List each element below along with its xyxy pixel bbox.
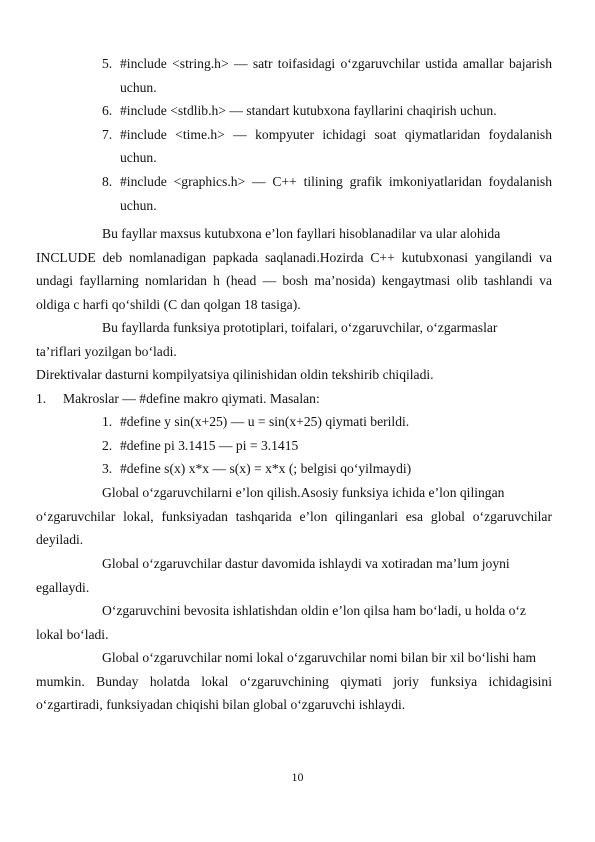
list-item-text: #include <graphics.h> — C++ tilining grafik imkoniyatlaridan foydalanish uchun. [120, 173, 552, 213]
list-item [102, 410, 552, 434]
macro-heading [36, 387, 552, 411]
define-list [102, 410, 552, 481]
page-number: 10 [291, 770, 304, 784]
list-item-number: 1. [36, 390, 47, 406]
paragraph-first-line: O‘zgaruvchini bevosita ishlatishdan oldin e’lon qilsa ham bo‘ladi, u holda o‘z [102, 603, 526, 618]
list-item-text: #include <string.h> — satr toifasidagi o‘zgaruvchilar ustida amallar bajarish uchun. [120, 56, 552, 95]
paragraph-body: ta’riflari yozilgan bo‘ladi. [36, 343, 177, 359]
list-item-number: 8. [102, 173, 113, 189]
list-item [102, 434, 552, 458]
list-item-text: Makroslar — #define makro qiymati. Masalan: [63, 390, 320, 406]
paragraph-body: mumkin. Bunday holatda lokal o‘zgaruvchining qiymati joriy funksiya ichidagisini o‘zgartiradi, funksiyadan chiqishi bilan global o‘zgaruvchi ishlaydi. [36, 673, 552, 713]
list-item-number: 5. [102, 56, 113, 71]
paragraph-body: o‘zgaruvchilar lokal, funksiyadan tashqarida e’lon qilinganlari esa global o‘zgaruvchilar deyiladi. [36, 508, 552, 548]
directive-line: Direktivalar dasturni kompilyatsiya qilinishidan oldin tekshirib chiqiladi. [36, 367, 434, 382]
list-item-number: 7. [102, 126, 113, 142]
list-item [102, 99, 552, 123]
list-item-text: #define s(x) x*x — s(x) = x*x (; belgisi qo‘yilmaydi) [120, 461, 412, 477]
list-item-text: #define pi 3.1415 — pi = 3.1415 [120, 437, 299, 453]
list-item-number: 1. [102, 414, 113, 430]
include-list [102, 52, 552, 217]
list-item-number: 2. [102, 437, 113, 453]
paragraph-first-line: Global o‘zgaruvchilar nomi lokal o‘zgaruvchilar nomi bilan bir xil bo‘lishi ham [102, 650, 537, 665]
list-item-text: #include <time.h> — kompyuter ichidagi soat qiymatlaridan foydalanish uchun. [120, 126, 552, 166]
list-item-number: 6. [102, 103, 113, 119]
paragraph-first-line: Global o‘zgaruvchilar dastur davomida ishlaydi va xotiradan ma’lum joyni [102, 556, 510, 571]
list-item-number: 3. [102, 461, 113, 477]
list-item [102, 170, 552, 217]
list-item [102, 52, 552, 99]
list-item [102, 123, 552, 170]
paragraph-first-line: Bu fayllarda funksiya prototiplari, toifalari, o‘zgaruvchilar, o‘zgarmaslar [102, 320, 498, 335]
list-item-text: #include <stdlib.h> — standart kutubxona fayllarini chaqirish uchun. [120, 103, 497, 119]
paragraph-first-line: Global o‘zgaruvchilarni e’lon qilish.Asosiy funksiya ichida e’lon qilingan [102, 485, 505, 500]
paragraph-body: lokal bo‘ladi. [36, 626, 109, 642]
paragraph-body: egallaydi. [36, 579, 90, 595]
list-item-text: #define y sin(x+25) — u = sin(x+25) qiymati berildi. [120, 414, 410, 430]
paragraph-first-line: Bu fayllar maxsus kutubxona e’lon fayllari hisoblanadilar va ular alohida [102, 226, 501, 241]
list-item [102, 457, 552, 481]
paragraph-body: INCLUDE deb nomlanadigan papkada saqlanadi.Hozirda C++ kutubxonasi yangilandi va undagi fayllarning nomlaridan h (head — bosh ma’nosida) kengaytmasi olib tashlandi va oldiga c harfi qo‘shildi (C dan qolgan 18 tasiga). [36, 249, 552, 312]
